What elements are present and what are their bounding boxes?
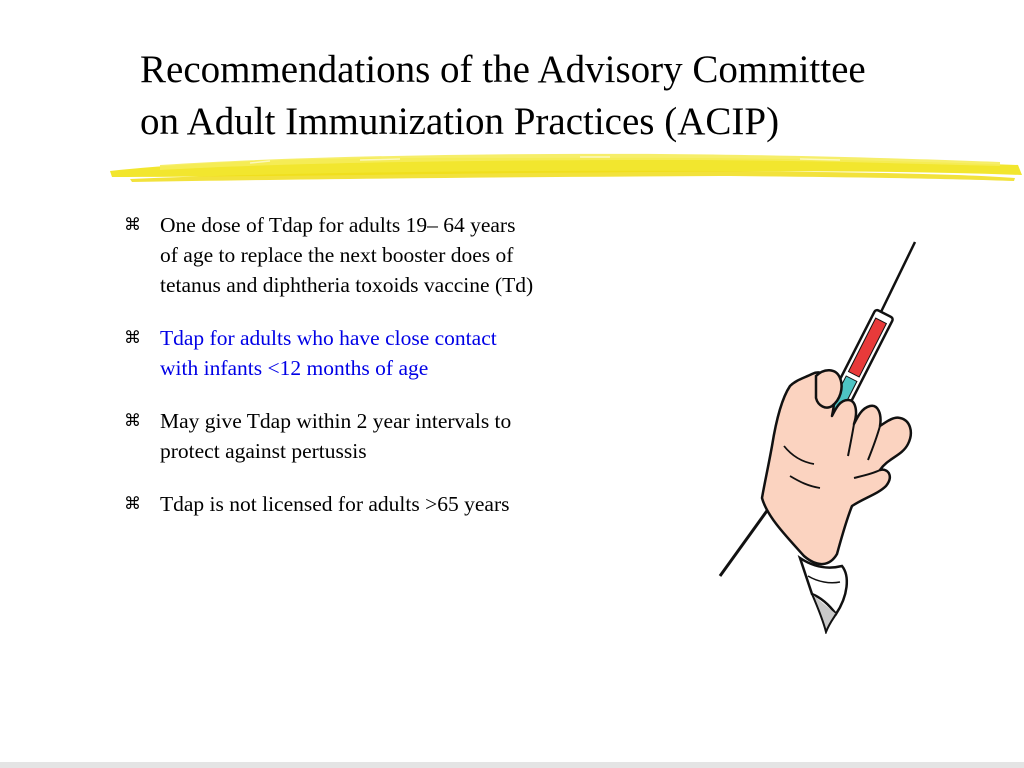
title-underline-brushstroke: [100, 145, 1024, 190]
slide-title: [140, 44, 1010, 148]
bullet-glyph-icon: ⌘: [124, 411, 141, 431]
bullet-2-line-1: Tdap for adults who have close contact: [160, 326, 497, 350]
bullet-item-1: [124, 210, 684, 300]
bullet-glyph-icon: ⌘: [124, 328, 141, 348]
bullet-1-line-1: One dose of Tdap for adults 19– 64 years: [160, 213, 516, 237]
bullet-4-line-1: Tdap is not licensed for adults >65 years: [160, 492, 510, 516]
bullet-3-line-2: protect against pertussis: [160, 439, 367, 463]
footer-divider: [0, 762, 1024, 768]
syringe-needle-icon: [880, 242, 915, 314]
bullet-1-line-2: of age to replace the next booster does of: [160, 243, 514, 267]
bullet-glyph-icon: ⌘: [124, 494, 141, 514]
bullet-3-line-1: May give Tdap within 2 year intervals to: [160, 409, 512, 433]
slide-title-line-1: Recommendations of the Advisory Committee: [140, 48, 866, 91]
bullet-item-3: [124, 406, 684, 466]
bullet-1-line-3: tetanus and diphtheria toxoids vaccine (Td): [160, 273, 534, 297]
bullet-2-line-2: with infants <12 months of age: [160, 356, 429, 380]
bullet-glyph-icon: ⌘: [124, 215, 141, 235]
bullet-item-4: [124, 489, 684, 519]
hand-holding-syringe-icon: [712, 236, 927, 634]
slide-title-line-2: on Adult Immunization Practices (ACIP): [140, 100, 780, 143]
bullet-list: [124, 210, 684, 542]
bullet-item-2: [124, 323, 684, 383]
